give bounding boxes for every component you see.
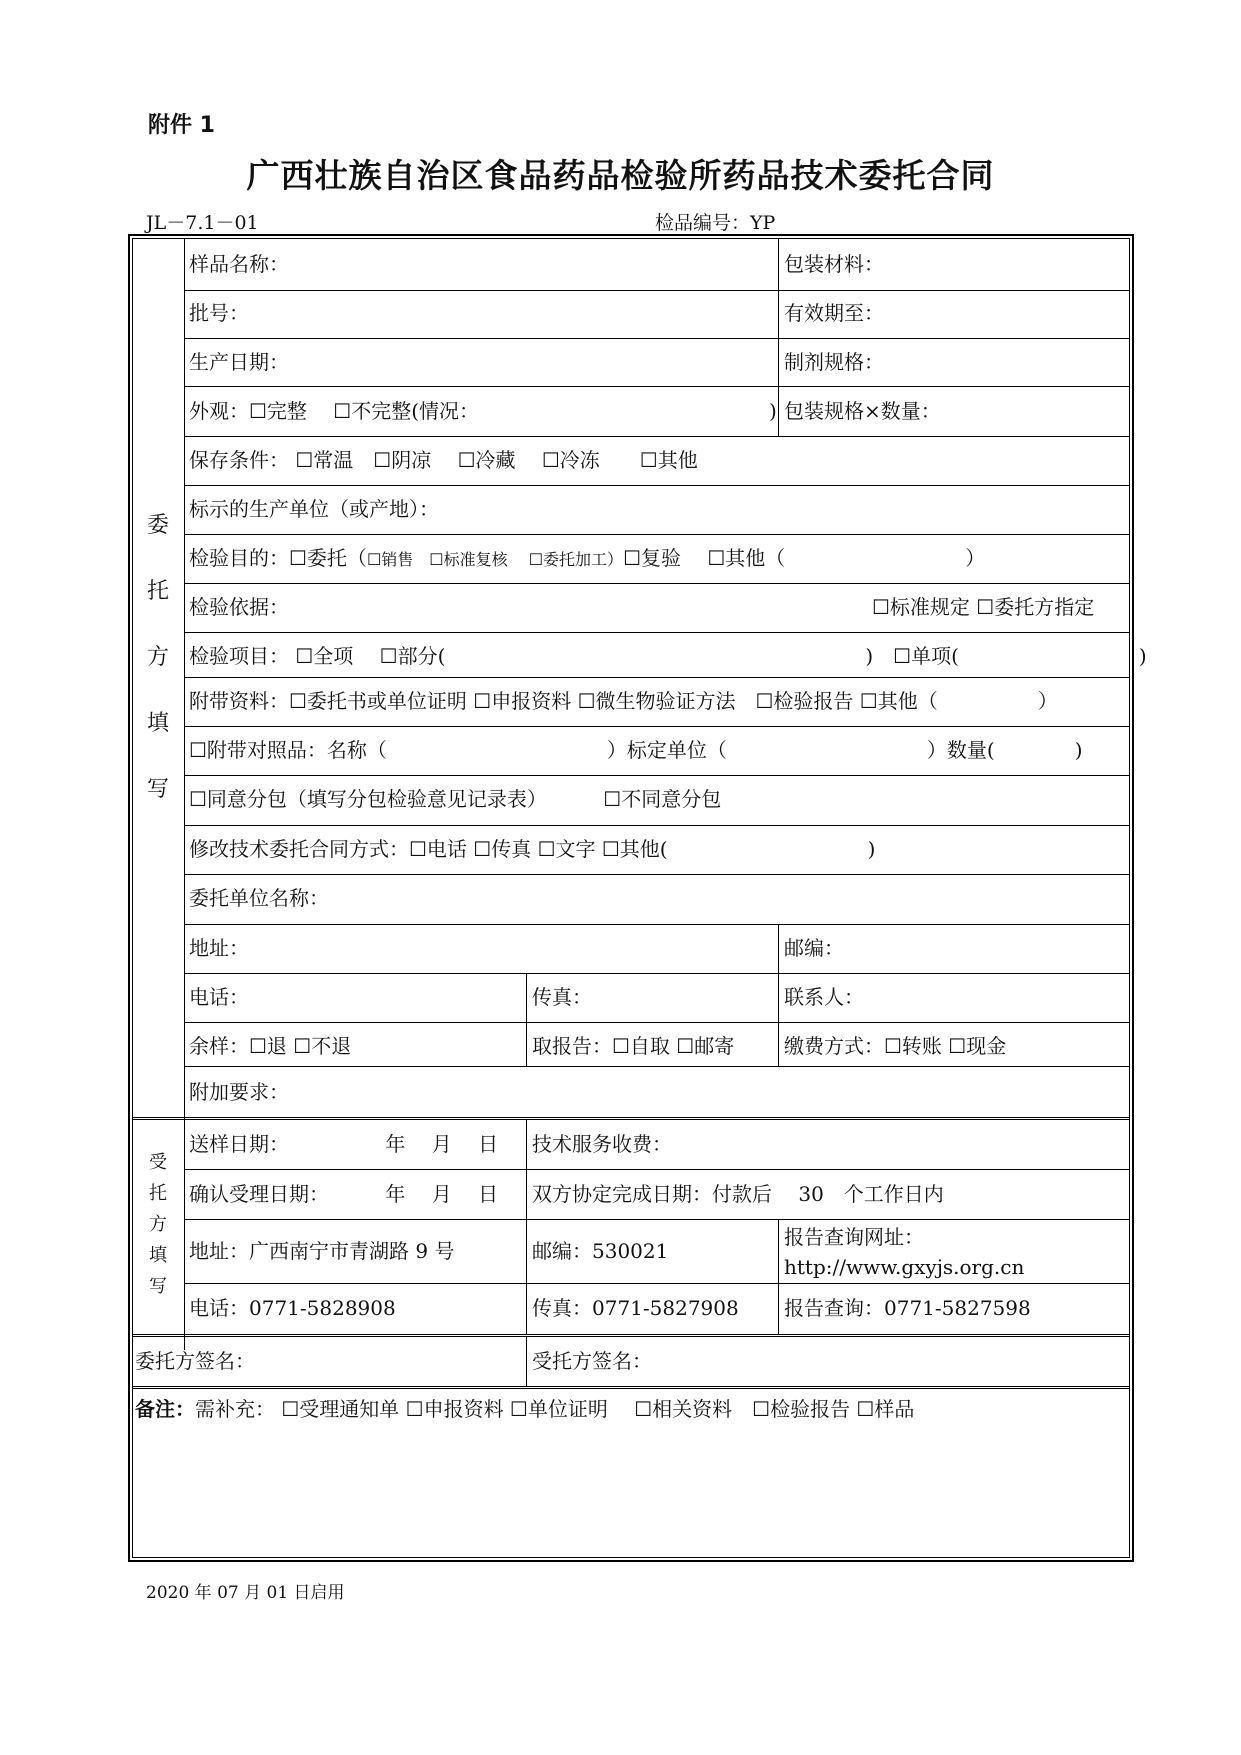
package-material-field[interactable]: 包装材料： — [784, 252, 884, 276]
purpose-options[interactable]: 检验目的：☐委托（☐销售 ☐标准复核 ☐委托加工）☐复验 ☐其他（ ） — [189, 546, 986, 570]
remarks-text: 需补充： ☐受理通知单 ☐申报资料 ☐单位证明 ☐相关资料 ☐检验报告 ☐样品 — [195, 1397, 915, 1421]
client-signature-field[interactable]: 委托方签名： — [135, 1349, 255, 1373]
attachment-label: 附件 1 — [148, 113, 215, 138]
payment-options[interactable]: 缴费方式：☐转账 ☐现金 — [784, 1034, 1007, 1058]
phone-field[interactable]: 电话： — [189, 985, 249, 1009]
agent-address: 地址：广西南宁市青湖路 9 号 — [189, 1239, 455, 1263]
col-line — [778, 238, 779, 436]
spec-field[interactable]: 制剂规格： — [784, 350, 884, 374]
section-divider — [184, 238, 185, 1350]
test-items-options[interactable]: 检验项目： ☐全项 ☐部分( ) ☐单项( ) — [189, 644, 1147, 668]
agent-section-label: 受 托 方 填 写 — [149, 1152, 167, 1297]
modify-method-options[interactable]: 修改技术委托合同方式：☐电话 ☐传真 ☐文字 ☐其他( ) — [189, 837, 876, 861]
address-field[interactable]: 地址： — [189, 936, 249, 960]
form-code: JL－7.1－01 — [146, 212, 259, 234]
row-line — [184, 973, 1130, 974]
remaining-sample-options[interactable]: 余样：☐退 ☐不退 — [189, 1034, 352, 1058]
row-line — [184, 1219, 1130, 1220]
appearance-options[interactable]: 外观：☐完整 ☐不完整(情况： ) — [189, 399, 777, 423]
row-line — [184, 386, 1130, 387]
col-line — [778, 924, 779, 1066]
fax-field[interactable]: 传真： — [532, 985, 592, 1009]
col-line — [526, 1337, 527, 1386]
row-line — [184, 726, 1130, 727]
effective-date: 2020 年 07 月 01 日启用 — [146, 1583, 345, 1603]
row-line — [184, 874, 1130, 875]
row-line — [184, 534, 1130, 535]
remarks-label: 备注： — [135, 1397, 195, 1421]
storage-options[interactable]: 保存条件： ☐常温 ☐阴凉 ☐冷藏 ☐冷冻 ☐其他 — [189, 448, 698, 472]
package-spec-field[interactable]: 包装规格×数量： — [784, 399, 941, 423]
report-query-url[interactable]: http://www.gxyjs.org.cn — [784, 1255, 1025, 1279]
attachments-options[interactable]: 附带资料：☐委托书或单位证明 ☐申报资料 ☐微生物验证方法 ☐检验报告 ☐其他（ ） — [189, 689, 1058, 713]
agent-signature-field[interactable]: 受托方签名： — [532, 1349, 652, 1373]
row-line — [184, 825, 1130, 826]
report-query-url-label: 报告查询网址： — [784, 1225, 924, 1249]
agent-postcode: 邮编：530021 — [532, 1239, 669, 1263]
col-line — [526, 973, 527, 1066]
col-line — [526, 1120, 527, 1334]
section-separator — [132, 1117, 1130, 1120]
sample-name-field[interactable]: 样品名称： — [189, 252, 289, 276]
reference-standard-options[interactable]: ☐附带对照品：名称（ ）标定单位（ ）数量( ) — [189, 738, 1083, 762]
agent-phone: 电话：0771-5828908 — [189, 1296, 396, 1320]
production-date-field[interactable]: 生产日期： — [189, 350, 289, 374]
contact-field[interactable]: 联系人： — [784, 985, 864, 1009]
report-pickup-options[interactable]: 取报告：☐自取 ☐邮寄 — [532, 1034, 735, 1058]
client-name-field[interactable]: 委托单位名称： — [189, 886, 329, 910]
section-separator — [132, 1386, 1130, 1389]
service-fee-field[interactable]: 技术服务收费： — [532, 1132, 672, 1156]
row-line — [184, 677, 1130, 678]
row-line — [184, 1022, 1130, 1023]
manufacturer-field[interactable]: 标示的生产单位（或产地）： — [189, 497, 439, 521]
row-line — [184, 485, 1130, 486]
confirm-date-field[interactable]: 确认受理日期： 年 月 日 — [189, 1182, 499, 1206]
remarks[interactable] — [135, 1396, 914, 1422]
batch-field[interactable]: 批号： — [189, 301, 249, 325]
row-line — [184, 338, 1130, 339]
subcontract-options[interactable]: ☐同意分包（填写分包检验意见记录表） ☐不同意分包 — [189, 787, 722, 811]
col-line — [778, 1219, 779, 1334]
document-title: 广西壮族自治区食品药品检验所药品技术委托合同 — [246, 156, 995, 195]
send-date-field[interactable]: 送样日期： 年 月 日 — [189, 1132, 499, 1156]
row-line — [184, 290, 1130, 291]
agent-fax: 传真：0771-5827908 — [532, 1296, 739, 1320]
finish-date-field: 双方协定完成日期：付款后 30 个工作日内 — [532, 1182, 944, 1206]
row-line — [184, 1066, 1130, 1067]
row-line — [184, 775, 1130, 776]
section-separator — [132, 1334, 1130, 1337]
client-section-label: 委 托 方 填 写 — [146, 513, 169, 802]
report-query-phone: 报告查询：0771-5827598 — [784, 1296, 1031, 1320]
row-line — [184, 1169, 1130, 1170]
sample-number: 检品编号：YP — [655, 212, 776, 234]
row-line — [184, 583, 1130, 584]
extra-requirements-field[interactable]: 附加要求： — [189, 1080, 289, 1104]
expiry-field[interactable]: 有效期至： — [784, 301, 884, 325]
row-line — [184, 436, 1130, 437]
postcode-field[interactable]: 邮编： — [784, 936, 844, 960]
basis-field[interactable]: 检验依据： — [189, 595, 289, 619]
row-line — [184, 924, 1130, 925]
basis-options[interactable]: ☐标准规定 ☐委托方指定 — [872, 595, 1095, 619]
row-line — [184, 632, 1130, 633]
row-line — [184, 1283, 1130, 1284]
